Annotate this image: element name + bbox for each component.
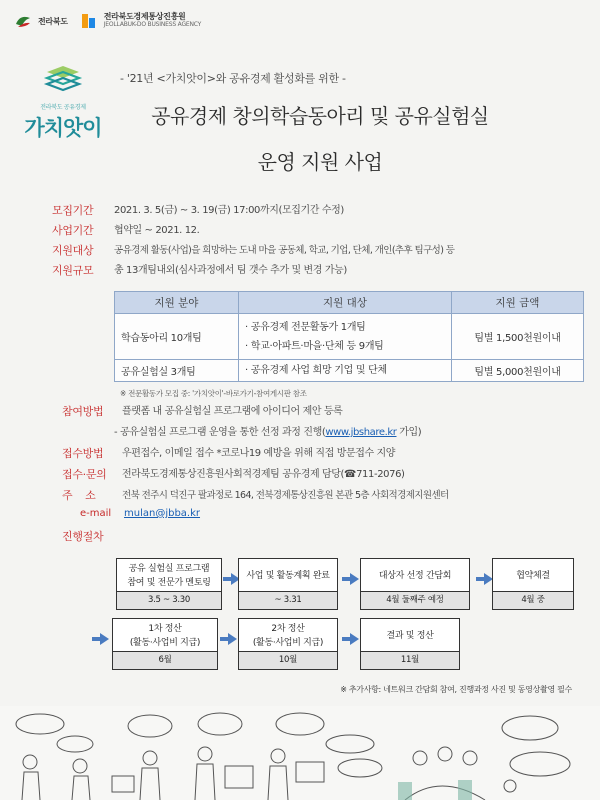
flow-step-text: (활동·사업비 지급) <box>129 638 201 648</box>
info-key: 주 소 <box>62 489 96 502</box>
table-header-row <box>115 292 584 314</box>
page-title-line1: 공유경제 창의학습동아리 및 공유실험실 <box>151 104 489 128</box>
additional-note: ※ 추가사항: 네트워크 간담회 참여, 진행과정 사진 및 동영상촬영 필수 <box>340 685 572 694</box>
flow-step-4 <box>492 558 574 610</box>
table-row <box>115 314 584 360</box>
apply-detail-end: 가입) <box>396 427 422 438</box>
info-key: 접수방법 <box>62 447 104 460</box>
agency-logo-sub: JEOLLABUK-DO BUSINESS AGENCY <box>103 21 202 28</box>
target-line: · 공유경제 사업 희망 기업 및 단체 <box>245 365 387 376</box>
info-key: 지원규모 <box>52 264 94 277</box>
info-value: 총 13개팀내외(심사과정에서 팀 갯수 추가 및 변경 가능) <box>114 265 347 276</box>
info-value: 전북 전주시 덕진구 팔과정로 164, 전북경제통상진흥원 본관 5층 사회적경제지원센터 <box>122 490 449 501</box>
info-key: 모집기간 <box>52 204 94 217</box>
brand-sub: 전라북도 공유경제 <box>40 104 86 111</box>
people-illustration <box>0 706 600 800</box>
brand-name: 가치앗이 <box>24 116 102 140</box>
flow-step-text: 사업 및 활동계획 완료 <box>246 571 330 581</box>
info-row-business-period <box>0 223 600 239</box>
table-header-target: 지원 대상 <box>239 292 452 314</box>
arrow-right-icon <box>350 573 359 585</box>
info-value: 전라북도경제통상진흥원사회적경제팀 공유경제 담당(☎711-2076) <box>122 469 405 480</box>
agency-logo-text: 전라북도경제통상진흥원 <box>103 12 186 21</box>
header-logos <box>14 10 201 32</box>
flow-step-2 <box>238 558 338 610</box>
table-cell-targets <box>239 360 452 382</box>
info-key: 사업기간 <box>52 224 94 237</box>
arrow-right-icon <box>228 633 237 645</box>
stacked-layers-icon <box>41 62 85 96</box>
table-cell-field: 공유실험실 3개팀 <box>115 360 239 382</box>
flow-step-text: 공유 실험실 프로그램 <box>128 564 210 574</box>
jbshare-link[interactable]: www.jbshare.kr <box>325 427 397 438</box>
info-row-period <box>0 203 600 219</box>
info-key: 지원대상 <box>52 244 94 257</box>
email-link[interactable]: mulan@jbba.kr <box>124 508 201 519</box>
jeonbuk-logo-text: 전라북도 <box>38 16 68 26</box>
flow-step-text: 2차 정산 <box>271 624 305 634</box>
flow-step-3 <box>360 558 470 610</box>
jeonbuk-logo-icon <box>14 12 32 30</box>
info-row-receipt <box>0 446 600 462</box>
flow-step-text: 협약체결 <box>516 571 550 581</box>
info-row-apply <box>0 404 600 420</box>
flow-step-text: (활동·사업비 지급) <box>252 638 324 648</box>
flow-step-7 <box>360 618 460 670</box>
apply-detail <box>114 425 421 441</box>
flow-step-date: 6월 <box>113 651 217 669</box>
info-key: 참여방법 <box>62 405 104 418</box>
arrow-right-icon <box>100 633 109 645</box>
target-line: · 학교·아파트·마을·단체 등 9개팀 <box>245 340 384 352</box>
flow-step-text: 결과 및 정산 <box>386 631 434 641</box>
subtitle: - '21년 <가치앗이>와 공유경제 활성화를 위한 - <box>120 72 346 85</box>
info-row-apply-detail <box>0 425 600 441</box>
info-row-target <box>0 243 600 259</box>
info-value: 2021. 3. 5(금) ~ 3. 19(금) 17:00까지(모집기간 수정) <box>114 205 344 216</box>
info-row-contact <box>0 467 600 483</box>
page-title-line2: 운영 지원 사업 <box>257 150 383 174</box>
flow-step-date: ~ 3.31 <box>239 591 337 609</box>
flow-step-1 <box>116 558 222 610</box>
info-value: 공유경제 활동(사업)을 희망하는 도내 마을 공동체, 학교, 기업, 단체, 개인(추후 팀구성) 등 <box>114 245 455 256</box>
arrow-right-icon <box>350 633 359 645</box>
flow-step-date: 11월 <box>361 651 459 669</box>
info-row-process <box>0 529 600 545</box>
flow-step-text: 1차 정산 <box>148 624 182 634</box>
info-value: 우편접수, 이메일 접수 *코로나19 예방을 위해 직접 방문접수 지양 <box>122 448 396 459</box>
table-header-field: 지원 분야 <box>115 292 239 314</box>
flow-step-text: 참여 및 전문가 멘토링 <box>127 578 211 588</box>
table-cell-amount: 팀별 1,500천원이내 <box>452 314 584 360</box>
agency-logo-icon <box>80 12 98 30</box>
info-key: 접수·문의 <box>62 468 107 481</box>
process-title: 진행절차 <box>62 530 104 543</box>
flow-step-5 <box>112 618 218 670</box>
flow-step-date: 4월 중 <box>493 591 573 609</box>
table-cell-amount: 팀별 5,000천원이내 <box>452 360 584 382</box>
email-label: e-mail <box>80 508 112 519</box>
table-cell-field: 학습동아리 10개팀 <box>115 314 239 360</box>
flow-step-date: 4월 둘째주 예정 <box>361 591 469 609</box>
table-header-amount: 지원 금액 <box>452 292 584 314</box>
flow-step-date: 10월 <box>239 651 337 669</box>
info-row-address <box>0 488 600 504</box>
support-table <box>114 291 584 382</box>
table-note: ※ 전문활동가 모집 중: '가치앗이'-바로가기-참여게시판 참조 <box>120 389 307 398</box>
info-value: 플랫폼 내 공유실험실 프로그램에 아이디어 제안 등록 <box>122 406 343 417</box>
table-cell-targets <box>239 314 452 360</box>
target-line: · 공유경제 전문활동가 1개팀 <box>245 321 366 333</box>
table-row <box>115 360 584 382</box>
apply-detail-text: - 공유실험실 프로그램 운영을 통한 선정 과정 진행( <box>114 427 326 438</box>
flow-step-date: 3.5 ~ 3.30 <box>117 591 221 609</box>
flow-step-6 <box>238 618 338 670</box>
info-row-scale <box>0 263 600 279</box>
info-value: 협약일 ~ 2021. 12. <box>114 225 200 236</box>
flow-step-text: 대상자 선정 간담회 <box>378 571 452 581</box>
